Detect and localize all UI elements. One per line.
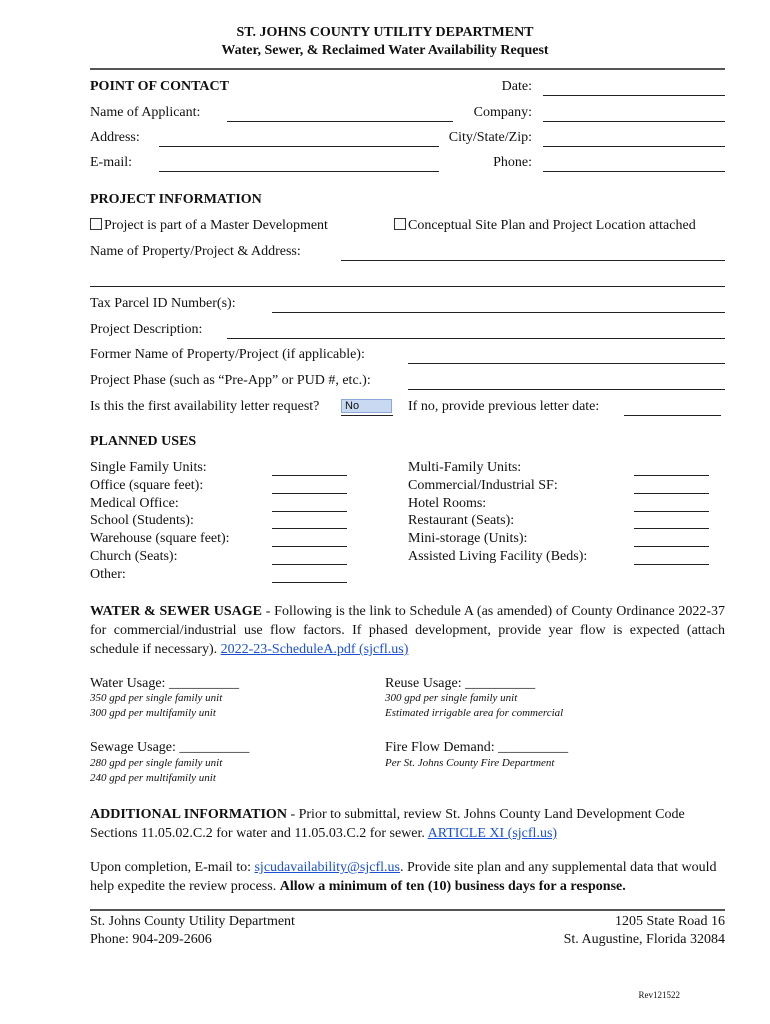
use-field-other[interactable] bbox=[272, 582, 347, 583]
additional-paragraph bbox=[90, 805, 725, 843]
use-label-warehouse: Warehouse (square feet): bbox=[90, 531, 230, 546]
use-label-assisted-living: Assisted Living Facility (Beds): bbox=[408, 549, 588, 564]
use-label-restaurant: Restaurant (Seats): bbox=[408, 513, 515, 528]
company-field[interactable] bbox=[543, 121, 725, 122]
site-plan-checkbox[interactable] bbox=[394, 218, 406, 230]
use-field-office[interactable] bbox=[272, 493, 347, 494]
use-label-multi-family: Multi-Family Units: bbox=[408, 460, 522, 475]
use-field-school[interactable] bbox=[272, 528, 347, 529]
master-dev-option[interactable] bbox=[90, 218, 328, 234]
site-plan-option[interactable] bbox=[394, 218, 696, 234]
use-field-medical[interactable] bbox=[272, 511, 347, 512]
completion-paragraph bbox=[90, 858, 725, 896]
use-label-other: Other: bbox=[90, 567, 126, 582]
former-name-label: Former Name of Property/Project (if applicable): bbox=[90, 347, 365, 362]
reuse-usage-label: Reuse Usage: __________ bbox=[385, 676, 536, 691]
applicant-label: Name of Applicant: bbox=[90, 105, 201, 120]
email-link[interactable]: sjcudavailability@sjcfl.us bbox=[254, 860, 400, 875]
header-divider bbox=[90, 68, 725, 70]
use-field-assisted-living[interactable] bbox=[634, 564, 709, 565]
master-dev-text: Project is part of a Master Development bbox=[104, 218, 328, 233]
first-letter-select[interactable]: No bbox=[341, 399, 392, 413]
completion-post: . Provide site plan and any supplemental data that would help expedite the review process. bbox=[90, 860, 717, 894]
form-subtitle: Water, Sewer, & Reclaimed Water Availability Request bbox=[221, 43, 549, 58]
use-field-multi-family[interactable] bbox=[634, 475, 709, 476]
use-label-commercial: Commercial/Industrial SF: bbox=[408, 478, 558, 493]
footer-divider bbox=[90, 909, 725, 911]
phone-field[interactable] bbox=[543, 171, 725, 172]
address-label: Address: bbox=[90, 130, 140, 145]
use-label-mini-storage: Mini-storage (Units): bbox=[408, 531, 528, 546]
use-field-restaurant[interactable] bbox=[634, 528, 709, 529]
additional-heading: ADDITIONAL INFORMATION bbox=[90, 807, 287, 822]
contact-heading: POINT OF CONTACT bbox=[90, 79, 229, 94]
use-field-single-family[interactable] bbox=[272, 475, 347, 476]
use-field-church[interactable] bbox=[272, 564, 347, 565]
prev-letter-field[interactable] bbox=[624, 415, 721, 416]
use-label-school: School (Students): bbox=[90, 513, 194, 528]
use-field-mini-storage[interactable] bbox=[634, 546, 709, 547]
footer-dept: St. Johns County Utility Department bbox=[90, 914, 295, 929]
fire-flow-note: Per St. Johns County Fire Department bbox=[385, 757, 555, 769]
sewage-usage-label: Sewage Usage: __________ bbox=[90, 740, 250, 755]
phone-label: Phone: bbox=[493, 155, 532, 170]
fire-flow-label: Fire Flow Demand: __________ bbox=[385, 740, 569, 755]
sewage-note-1: 280 gpd per single family unit bbox=[90, 757, 223, 769]
water-note-1: 350 gpd per single family unit bbox=[90, 692, 223, 704]
date-label: Date: bbox=[501, 79, 532, 94]
site-plan-text: Conceptual Site Plan and Project Location attached bbox=[408, 218, 696, 233]
revision-code: Rev121522 bbox=[638, 990, 680, 1000]
use-label-medical: Medical Office: bbox=[90, 496, 179, 511]
use-label-office: Office (square feet): bbox=[90, 478, 204, 493]
use-label-hotel: Hotel Rooms: bbox=[408, 496, 487, 511]
sewage-note-2: 240 gpd per multifamily unit bbox=[90, 772, 216, 784]
prev-letter-label: If no, provide previous letter date: bbox=[408, 399, 600, 414]
date-field[interactable] bbox=[543, 95, 725, 96]
reuse-note-1: 300 gpd per single family unit bbox=[385, 692, 518, 704]
use-label-single-family: Single Family Units: bbox=[90, 460, 207, 475]
water-sewer-text: - Following is the link to Schedule A (as amended) of County Ordinance 2022-37 for commercial/industrial use flow factors. If phased development, provide year flow is expected (attach schedule if necessary). bbox=[90, 604, 726, 657]
description-field[interactable] bbox=[227, 338, 725, 339]
article-xi-link[interactable]: ARTICLE XI (sjcfl.us) bbox=[427, 826, 558, 841]
master-dev-checkbox[interactable] bbox=[90, 218, 102, 230]
completion-pre: Upon completion, E-mail to: bbox=[90, 860, 255, 875]
company-label: Company: bbox=[473, 105, 532, 120]
parcel-label: Tax Parcel ID Number(s): bbox=[90, 296, 236, 311]
uses-heading: PLANNED USES bbox=[90, 434, 197, 449]
applicant-field[interactable] bbox=[227, 121, 453, 122]
water-note-2: 300 gpd per multifamily unit bbox=[90, 707, 216, 719]
use-field-hotel[interactable] bbox=[634, 511, 709, 512]
water-sewer-heading: WATER & SEWER USAGE bbox=[90, 604, 263, 619]
project-name-field[interactable] bbox=[341, 260, 725, 261]
use-label-church: Church (Seats): bbox=[90, 549, 178, 564]
reuse-note-2: Estimated irrigable area for commercial bbox=[385, 707, 564, 719]
footer-phone: Phone: 904-209-2606 bbox=[90, 932, 212, 947]
first-letter-label: Is this the first availability letter request? bbox=[90, 399, 320, 414]
completion-deadline: Allow a minimum of ten (10) business days for a response. bbox=[279, 879, 626, 894]
phase-label: Project Phase (such as “Pre-App” or PUD #, etc.): bbox=[90, 373, 371, 388]
schedule-a-link[interactable]: 2022-23-ScheduleA.pdf (sjcfl.us) bbox=[220, 642, 409, 657]
city-label: City/State/Zip: bbox=[448, 130, 532, 145]
project-heading: PROJECT INFORMATION bbox=[90, 192, 262, 207]
use-field-commercial[interactable] bbox=[634, 493, 709, 494]
water-sewer-paragraph bbox=[90, 602, 725, 659]
parcel-field[interactable] bbox=[272, 312, 725, 313]
footer-city: St. Augustine, Florida 32084 bbox=[563, 932, 725, 947]
project-name-field-2[interactable] bbox=[90, 286, 725, 287]
water-usage-label: Water Usage: __________ bbox=[90, 676, 239, 691]
address-field[interactable] bbox=[159, 146, 439, 147]
description-label: Project Description: bbox=[90, 322, 203, 337]
form-title: ST. JOHNS COUNTY UTILITY DEPARTMENT bbox=[236, 25, 534, 40]
project-name-label: Name of Property/Project & Address: bbox=[90, 244, 301, 259]
email-field[interactable] bbox=[159, 171, 439, 172]
footer-street: 1205 State Road 16 bbox=[614, 914, 725, 929]
email-label: E-mail: bbox=[90, 155, 132, 170]
first-letter-underline bbox=[341, 415, 393, 416]
city-field[interactable] bbox=[543, 146, 725, 147]
use-field-warehouse[interactable] bbox=[272, 546, 347, 547]
former-name-field[interactable] bbox=[408, 363, 725, 364]
additional-text: - Prior to submittal, review St. Johns County Land Development Code Sections 11.05.02.C.2 for water and 11.05.03.C.2 for sewer. bbox=[90, 807, 685, 841]
phase-field[interactable] bbox=[408, 389, 725, 390]
